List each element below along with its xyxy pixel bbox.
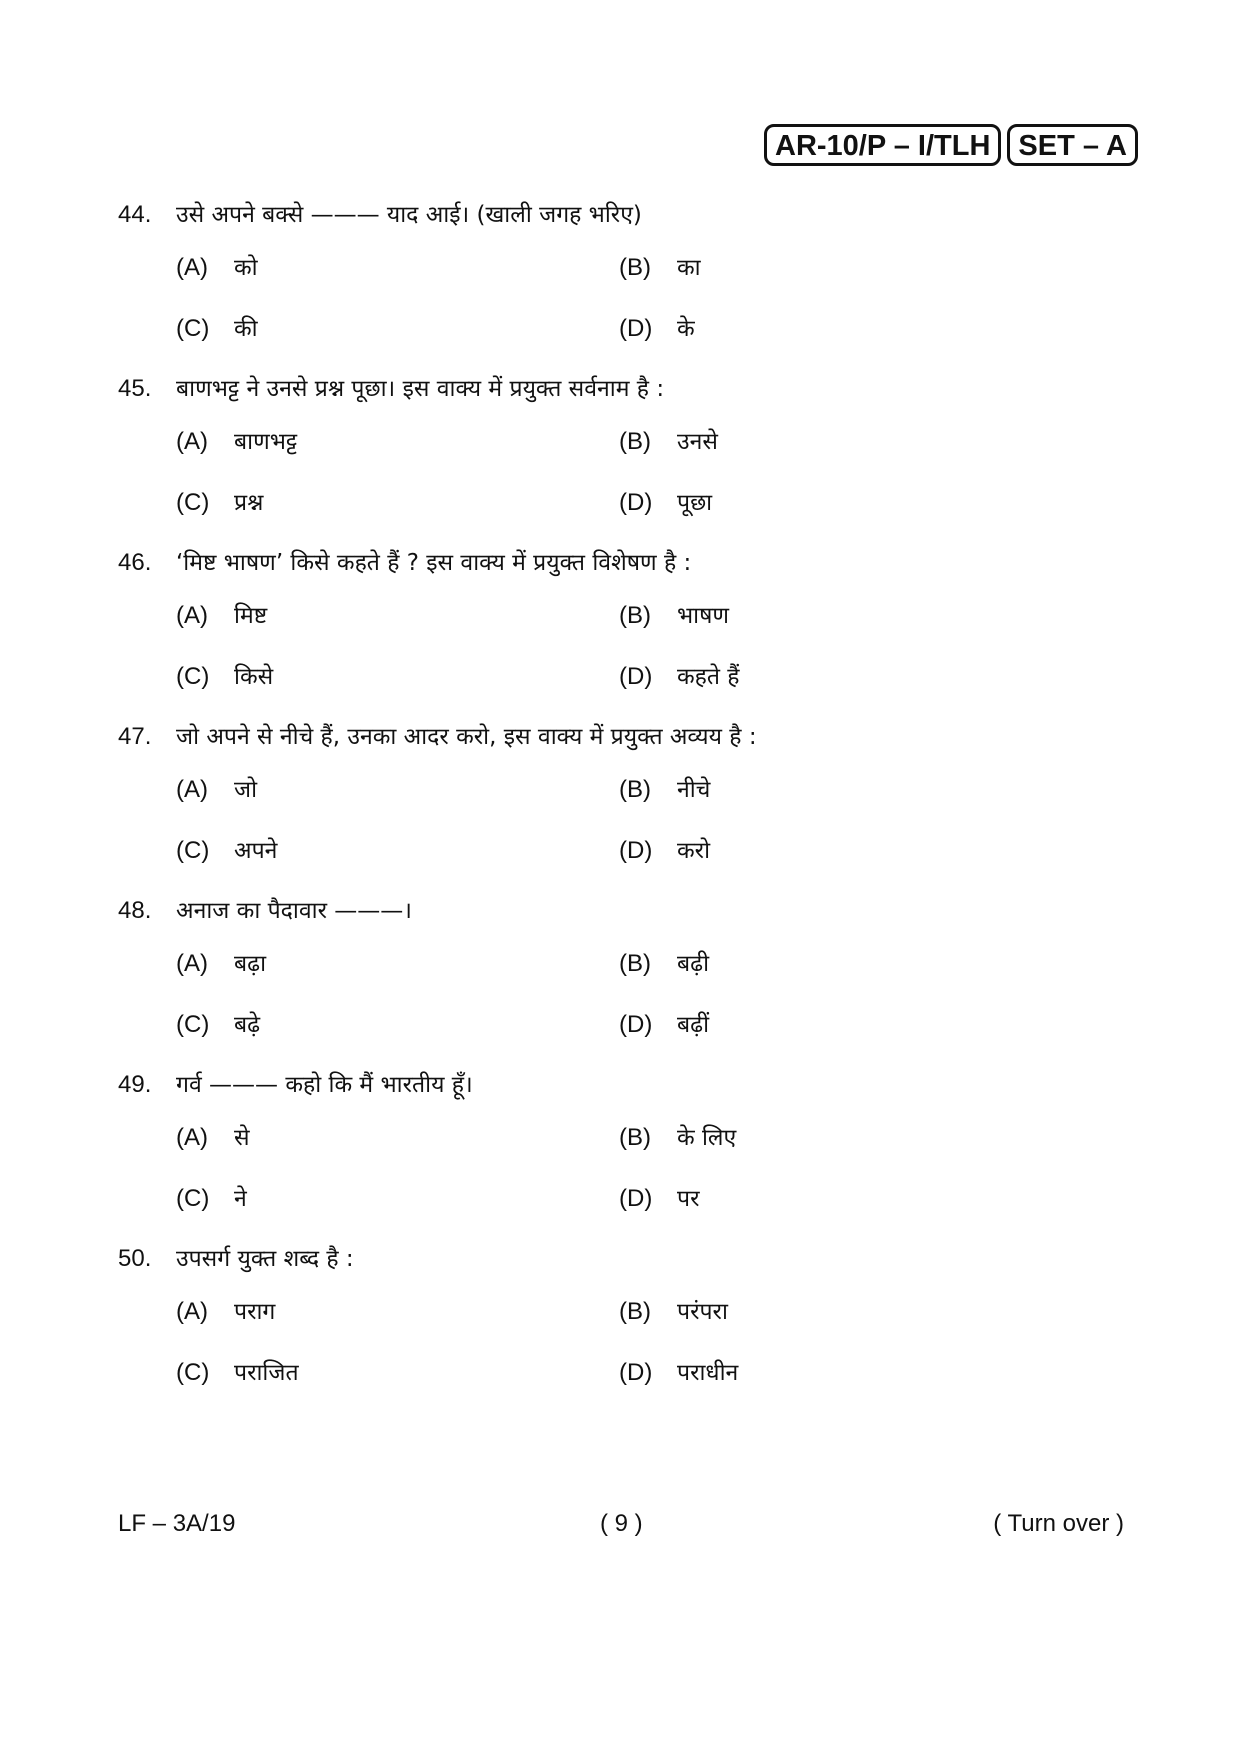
- option-text: करो: [677, 838, 711, 864]
- option-letter: (B): [619, 776, 651, 803]
- option-letter: (C): [176, 1011, 210, 1038]
- question-number: 50.: [118, 1245, 152, 1272]
- option-text: बढ़ी: [677, 951, 710, 977]
- option-text: भाषण: [677, 603, 730, 629]
- option-b: [619, 422, 1062, 463]
- option-text: मिष्ट: [234, 603, 268, 629]
- option-letter: (D): [619, 1185, 653, 1212]
- option-text: बढ़ीं: [677, 1012, 710, 1038]
- option-a: [176, 596, 619, 637]
- option-text: के लिए: [677, 1125, 737, 1151]
- option-letter: (D): [619, 1359, 653, 1386]
- option-b: [619, 1118, 1062, 1159]
- option-b: [619, 1292, 1062, 1333]
- option-text: नीचे: [677, 777, 711, 803]
- option-c: [176, 1179, 619, 1220]
- option-text: से: [234, 1125, 250, 1151]
- option-letter: (B): [619, 1124, 651, 1151]
- option-text: बढ़े: [234, 1012, 261, 1038]
- question-number: 44.: [118, 201, 152, 228]
- option-text: पराग: [234, 1299, 276, 1325]
- question-44: [118, 196, 1118, 350]
- option-letter: (A): [176, 1298, 208, 1325]
- option-letter: (D): [619, 837, 653, 864]
- option-text: किसे: [234, 664, 274, 690]
- question-text: ‘मिष्ट भाषण’ किसे कहते हैं ? इस वाक्य में प्रयुक्त विशेषण है :: [176, 550, 692, 576]
- option-d: [619, 483, 1062, 524]
- option-text: के: [677, 316, 695, 342]
- option-letter: (C): [176, 315, 210, 342]
- option-c: [176, 309, 619, 350]
- option-text: की: [234, 316, 258, 342]
- option-letter: (B): [619, 254, 651, 281]
- option-text: बढ़ा: [234, 951, 267, 977]
- option-d: [619, 1005, 1062, 1046]
- option-text: पराजित: [234, 1360, 299, 1386]
- option-c: [176, 1353, 619, 1394]
- option-letter: (D): [619, 489, 653, 516]
- option-letter: (D): [619, 1011, 653, 1038]
- option-letter: (C): [176, 489, 210, 516]
- option-letter: (B): [619, 1298, 651, 1325]
- paper-code-box: AR-10/P – I/TLH: [764, 124, 1001, 166]
- option-c: [176, 1005, 619, 1046]
- page-number: ( 9 ): [600, 1510, 643, 1537]
- option-text: बाणभट्ट: [234, 429, 298, 455]
- option-letter: (C): [176, 837, 210, 864]
- option-text: का: [677, 255, 701, 281]
- question-47: [118, 718, 1118, 872]
- option-letter: (D): [619, 663, 653, 690]
- option-letter: (B): [619, 950, 651, 977]
- question-46: [118, 544, 1118, 698]
- turn-over-note: ( Turn over ): [993, 1510, 1124, 1537]
- option-a: [176, 944, 619, 985]
- option-text: पराधीन: [677, 1360, 739, 1386]
- question-number: 48.: [118, 897, 152, 924]
- option-d: [619, 1353, 1062, 1394]
- option-text: परंपरा: [677, 1299, 728, 1325]
- option-text: पूछा: [677, 490, 713, 516]
- option-c: [176, 483, 619, 524]
- question-48: [118, 892, 1118, 1046]
- option-a: [176, 248, 619, 289]
- question-49: [118, 1066, 1118, 1220]
- option-letter: (D): [619, 315, 653, 342]
- option-text: उनसे: [677, 429, 718, 455]
- question-number: 45.: [118, 375, 152, 402]
- option-text: कहते हैं: [677, 664, 740, 690]
- option-d: [619, 831, 1062, 872]
- option-b: [619, 770, 1062, 811]
- option-text: प्रश्न: [234, 490, 264, 516]
- set-code-box: SET – A: [1007, 124, 1138, 166]
- header-codes: [764, 124, 1138, 166]
- option-letter: (A): [176, 428, 208, 455]
- option-a: [176, 1118, 619, 1159]
- option-letter: (A): [176, 950, 208, 977]
- question-number: 46.: [118, 549, 152, 576]
- option-c: [176, 657, 619, 698]
- option-d: [619, 309, 1062, 350]
- option-a: [176, 422, 619, 463]
- option-c: [176, 831, 619, 872]
- option-letter: (C): [176, 663, 210, 690]
- question-number: 47.: [118, 723, 152, 750]
- option-text: अपने: [234, 838, 278, 864]
- option-a: [176, 770, 619, 811]
- page-footer: [118, 1510, 1124, 1544]
- option-b: [619, 944, 1062, 985]
- option-letter: (C): [176, 1359, 210, 1386]
- question-text: जो अपने से नीचे हैं, उनका आदर करो, इस वाक्य में प्रयुक्त अव्यय है :: [176, 724, 757, 750]
- option-d: [619, 1179, 1062, 1220]
- option-letter: (A): [176, 254, 208, 281]
- option-text: पर: [677, 1186, 700, 1212]
- question-text: अनाज का पैदावार ———।: [176, 898, 413, 924]
- option-text: को: [234, 255, 258, 281]
- option-letter: (A): [176, 776, 208, 803]
- option-letter: (B): [619, 428, 651, 455]
- option-a: [176, 1292, 619, 1333]
- question-list: [118, 196, 1118, 1414]
- question-text: उपसर्ग युक्त शब्द है :: [176, 1246, 354, 1272]
- option-d: [619, 657, 1062, 698]
- option-text: ने: [234, 1186, 247, 1212]
- question-45: [118, 370, 1118, 524]
- question-text: बाणभट्ट ने उनसे प्रश्न पूछा। इस वाक्य में प्रयुक्त सर्वनाम है :: [176, 376, 665, 402]
- option-letter: (B): [619, 602, 651, 629]
- question-number: 49.: [118, 1071, 152, 1098]
- option-b: [619, 248, 1062, 289]
- option-letter: (C): [176, 1185, 210, 1212]
- option-text: जो: [234, 777, 258, 803]
- question-50: [118, 1240, 1118, 1394]
- option-letter: (A): [176, 602, 208, 629]
- question-text: गर्व ——— कहो कि मैं भारतीय हूँ।: [176, 1072, 473, 1098]
- booklet-code: LF – 3A/19: [118, 1510, 236, 1537]
- option-letter: (A): [176, 1124, 208, 1151]
- option-b: [619, 596, 1062, 637]
- question-text: उसे अपने बक्से ——— याद आई। (खाली जगह भरिए): [176, 202, 642, 228]
